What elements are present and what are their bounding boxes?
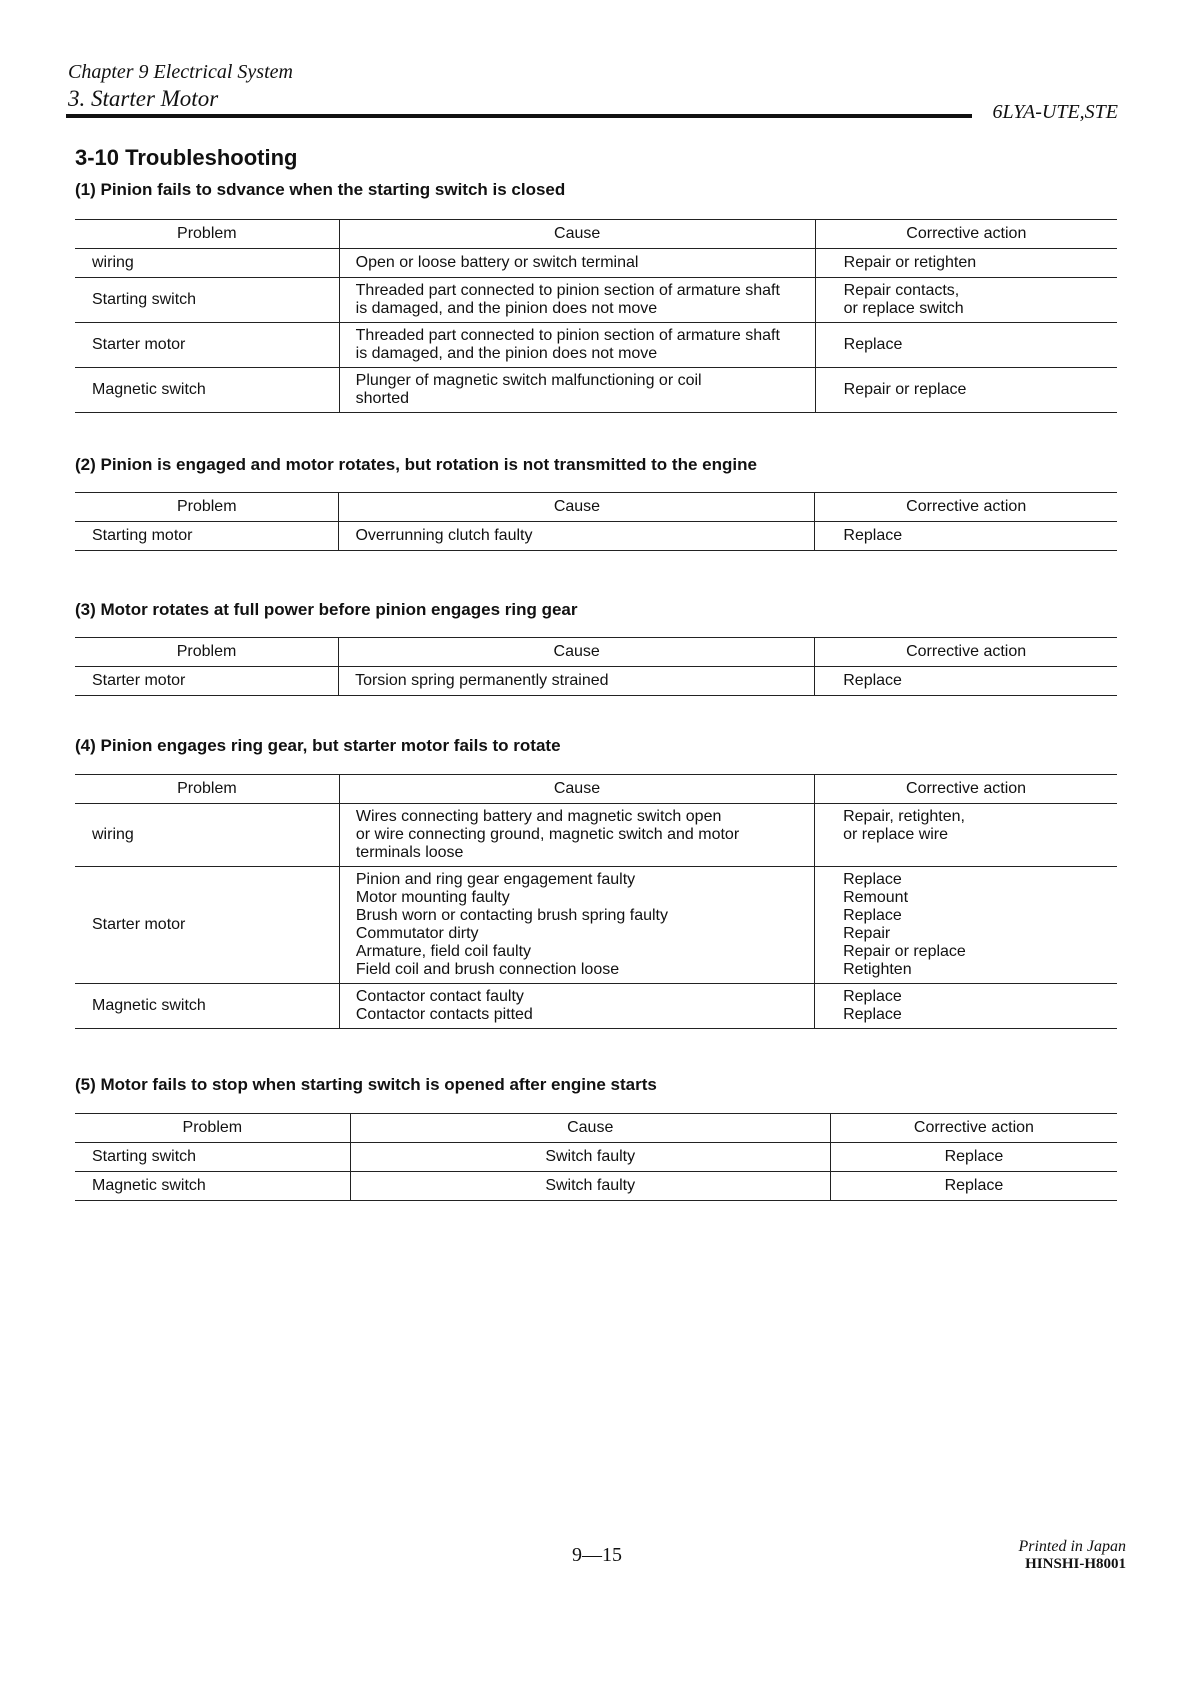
action-cell	[815, 667, 1117, 696]
troubleshooting-table-3	[75, 637, 1117, 696]
action-line: Repair or replace	[843, 943, 966, 960]
table-row	[75, 522, 1117, 551]
problem-cell: Starter motor	[75, 323, 339, 368]
cause-line: Overrunning clutch faulty	[355, 527, 533, 544]
table-row	[75, 1172, 1117, 1201]
action-line: Replace	[843, 336, 903, 353]
action-line: Replace	[843, 907, 902, 924]
table-row	[75, 249, 1117, 278]
cause-cell	[339, 278, 815, 323]
header-action: Corrective action	[815, 220, 1117, 249]
table-row	[75, 278, 1117, 323]
cause-cell	[339, 368, 815, 413]
section-title: 3. Starter Motor	[68, 86, 219, 111]
header-rule	[66, 114, 972, 118]
action-line: Retighten	[843, 961, 912, 978]
action-cell	[815, 278, 1117, 323]
problem-cell: Magnetic switch	[75, 368, 339, 413]
action-line: Replace	[843, 672, 902, 689]
header-cause: Cause	[350, 1114, 830, 1143]
header-cause: Cause	[339, 638, 815, 667]
troubleshooting-table-2	[75, 492, 1117, 551]
table-row	[75, 867, 1117, 984]
header-cause: Cause	[339, 775, 814, 804]
action-cell	[815, 368, 1117, 413]
cause-line: Motor mounting faulty	[355, 889, 510, 906]
table-1-heading: (1) Pinion fails to sdvance when the starting switch is closed	[75, 180, 566, 199]
cause-line: Torsion spring permanently strained	[355, 672, 609, 689]
cause-line: Brush worn or contacting brush spring faulty	[355, 907, 668, 924]
action-line: Repair or replace	[843, 381, 967, 398]
header-cause: Cause	[339, 220, 815, 249]
cause-line: Commutator dirty	[355, 925, 479, 942]
model-name: 6LYA-UTE,STE	[992, 101, 1118, 123]
table-row	[75, 323, 1117, 368]
cause-cell	[339, 522, 815, 551]
header-action: Corrective action	[815, 493, 1117, 522]
table-2-heading: (2) Pinion is engaged and motor rotates, but rotation is not transmitted to the engine	[75, 455, 757, 474]
page-title: 3-10 Troubleshooting	[75, 145, 298, 170]
chapter-title: Chapter 9 Electrical System	[68, 61, 293, 83]
action-line: Repair or retighten	[843, 254, 977, 271]
cause-line: Switch faulty	[545, 1177, 636, 1194]
action-line: or replace switch	[843, 300, 964, 317]
action-line: Replace	[843, 1006, 902, 1023]
header-action: Corrective action	[830, 1114, 1117, 1143]
cause-line: shorted	[355, 390, 410, 407]
cause-line: Threaded part connected to pinion section of armature shaft	[355, 327, 780, 344]
action-line: Replace	[843, 988, 902, 1005]
action-cell	[830, 1172, 1117, 1201]
table-5-heading: (5) Motor fails to stop when starting switch is opened after engine starts	[75, 1075, 657, 1094]
header-problem: Problem	[75, 493, 339, 522]
table-row	[75, 984, 1117, 1029]
header-problem: Problem	[75, 1114, 350, 1143]
document-code: HINSHI-H8001	[1025, 1556, 1126, 1572]
troubleshooting-table-5	[75, 1113, 1117, 1201]
troubleshooting-table-4	[75, 774, 1117, 1029]
action-cell	[815, 804, 1117, 867]
cause-line: is damaged, and the pinion does not move	[355, 345, 658, 362]
problem-cell: Magnetic switch	[75, 984, 339, 1029]
action-line: Repair contacts,	[843, 282, 960, 299]
table-4-heading: (4) Pinion engages ring gear, but starter motor fails to rotate	[75, 736, 561, 755]
cause-line: Armature, field coil faulty	[355, 943, 532, 960]
header-problem: Problem	[75, 638, 339, 667]
table-3-heading: (3) Motor rotates at full power before pinion engages ring gear	[75, 600, 578, 619]
cause-line: Field coil and brush connection loose	[355, 961, 620, 978]
action-cell	[815, 522, 1117, 551]
cause-line: is damaged, and the pinion does not move	[355, 300, 658, 317]
cause-line: Switch faulty	[545, 1148, 636, 1165]
action-line: Repair, retighten,	[843, 808, 965, 825]
header-action: Corrective action	[815, 638, 1117, 667]
table-row	[75, 667, 1117, 696]
cause-line: terminals loose	[355, 844, 464, 861]
cause-line: Open or loose battery or switch terminal	[355, 254, 639, 271]
problem-cell: Magnetic switch	[75, 1172, 350, 1201]
action-line: Repair	[843, 925, 891, 942]
cause-line: Pinion and ring gear engagement faulty	[355, 871, 636, 888]
header-cause: Cause	[339, 493, 815, 522]
problem-cell: Starting switch	[75, 278, 339, 323]
action-line: Replace	[944, 1148, 1004, 1165]
action-line: Replace	[843, 871, 902, 888]
page-number: 9—15	[572, 1544, 622, 1566]
cause-cell	[339, 867, 814, 984]
header-action: Corrective action	[815, 775, 1117, 804]
problem-cell: Starter motor	[75, 667, 339, 696]
cause-line: Contactor contacts pitted	[355, 1006, 533, 1023]
cause-cell	[339, 249, 815, 278]
printed-in-label: Printed in Japan	[1018, 1538, 1126, 1555]
cause-line: Wires connecting battery and magnetic switch open	[355, 808, 722, 825]
troubleshooting-table-1	[75, 219, 1117, 413]
cause-cell	[339, 667, 815, 696]
action-line: Replace	[944, 1177, 1004, 1194]
table-row	[75, 368, 1117, 413]
cause-line: Plunger of magnetic switch malfunctioning or coil	[355, 372, 702, 389]
action-cell	[815, 867, 1117, 984]
table-row	[75, 1143, 1117, 1172]
action-cell	[815, 249, 1117, 278]
header-problem: Problem	[75, 775, 339, 804]
cause-cell	[339, 804, 814, 867]
cause-cell	[350, 1143, 830, 1172]
problem-cell: Starting switch	[75, 1143, 350, 1172]
cause-cell	[339, 323, 815, 368]
cause-cell	[350, 1172, 830, 1201]
problem-cell: Starter motor	[75, 867, 339, 984]
cause-cell	[339, 984, 814, 1029]
cause-line: or wire connecting ground, magnetic switch and motor	[355, 826, 740, 843]
cause-line: Threaded part connected to pinion section of armature shaft	[355, 282, 780, 299]
action-cell	[830, 1143, 1117, 1172]
action-cell	[815, 984, 1117, 1029]
table-row	[75, 804, 1117, 867]
problem-cell: Starting motor	[75, 522, 339, 551]
problem-cell: wiring	[75, 804, 339, 867]
cause-line: Contactor contact faulty	[355, 988, 524, 1005]
action-line: or replace wire	[843, 826, 949, 843]
action-cell	[815, 323, 1117, 368]
header-problem: Problem	[75, 220, 339, 249]
action-line: Remount	[843, 889, 909, 906]
problem-cell: wiring	[75, 249, 339, 278]
action-line: Replace	[843, 527, 903, 544]
